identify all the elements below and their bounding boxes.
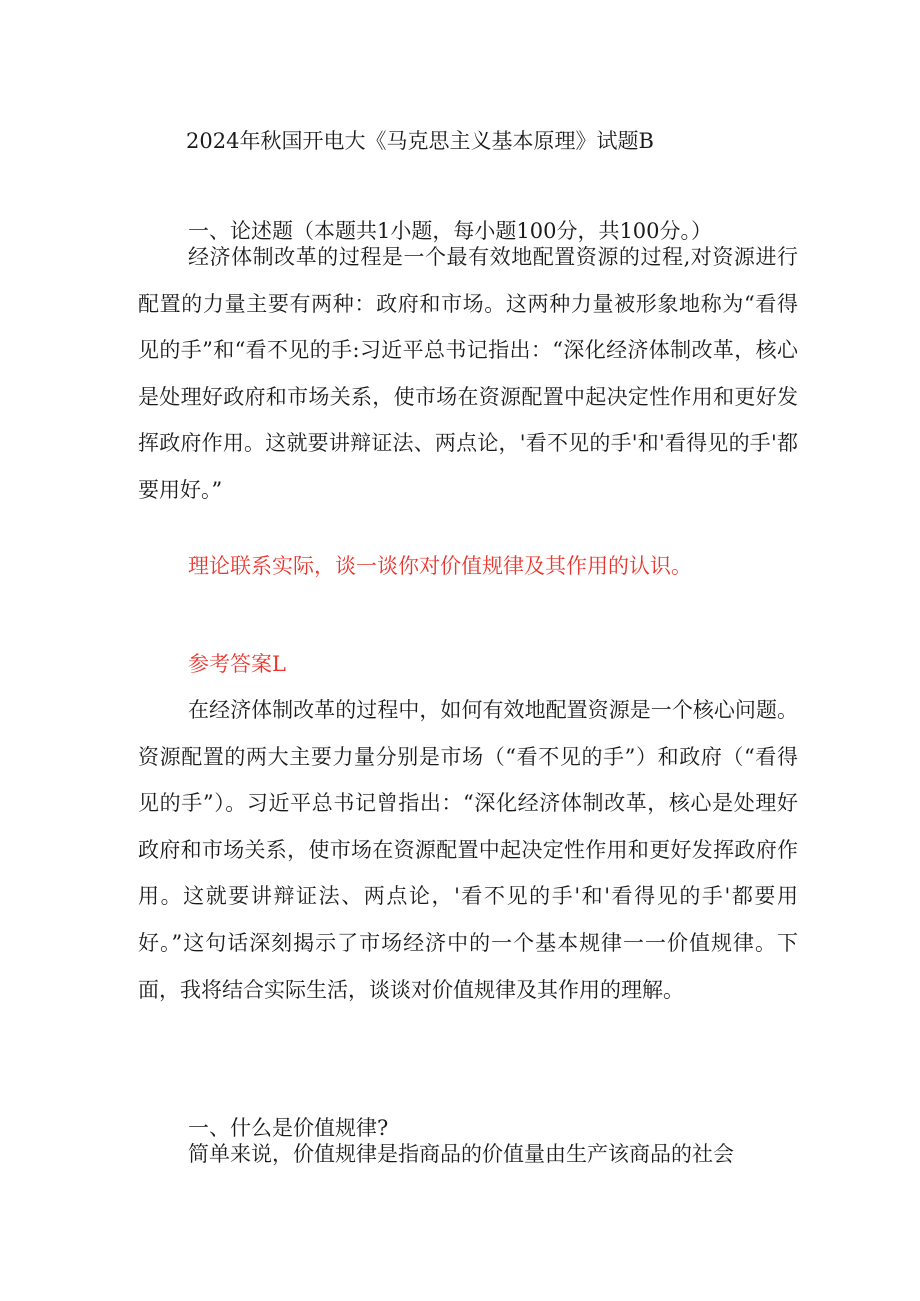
sub-heading: 一、什么是价值规律? [188,1116,389,1140]
answer-label: 参考答案L [188,652,286,676]
answer-paragraph [138,687,798,1013]
document-title: 2024年秋国开电大《马克思主义基本原理》试题B [186,129,654,153]
sub-text: 简单来说，价值规律是指商品的价值量由生产该商品的社会 [188,1142,734,1166]
question-text: 经济体制改革的过程是一个最有效地配置资源的过程,对资源进行配置的力量主要有两种：政府和市场。这两种力量被形象地称为“看得见的手”和“看不见的手:习近平总书记指出：“深化经济体制改革，核心是处理好政府和市场关系，使市场在资源配置中起决定性作用和更好发挥政府作用。这就要讲辩证法、两点论，'看不见的手'和'看得见的手'都要用好。” [138,245,798,502]
section-heading: 一、论述题（本题共1小题，每小题100分，共100分。） [188,219,713,243]
question-paragraph [138,234,798,514]
answer-text: 在经济体制改革的过程中，如何有效地配置资源是一个核心问题。资源配置的两大主要力量分别是市场（“看不见的手”）和政府（“看得见的手”）。习近平总书记曾指出：“深化经济体制改革，核心是处理好政府和市场关系，使市场在资源配置中起决定性作用和更好发挥政府作用。这就要讲辩证法、两点论，'看不见的手'和'看得见的手'都要用好。”这句话深刻揭示了市场经济中的一个基本规律一一价值规律。下面，我将结合实际生活，谈谈对价值规律及其作用的理解。 [138,698,798,1002]
sub-paragraph [138,1131,798,1178]
question-prompt: 理论联系实际，谈一谈你对价值规律及其作用的认识。 [188,554,692,578]
